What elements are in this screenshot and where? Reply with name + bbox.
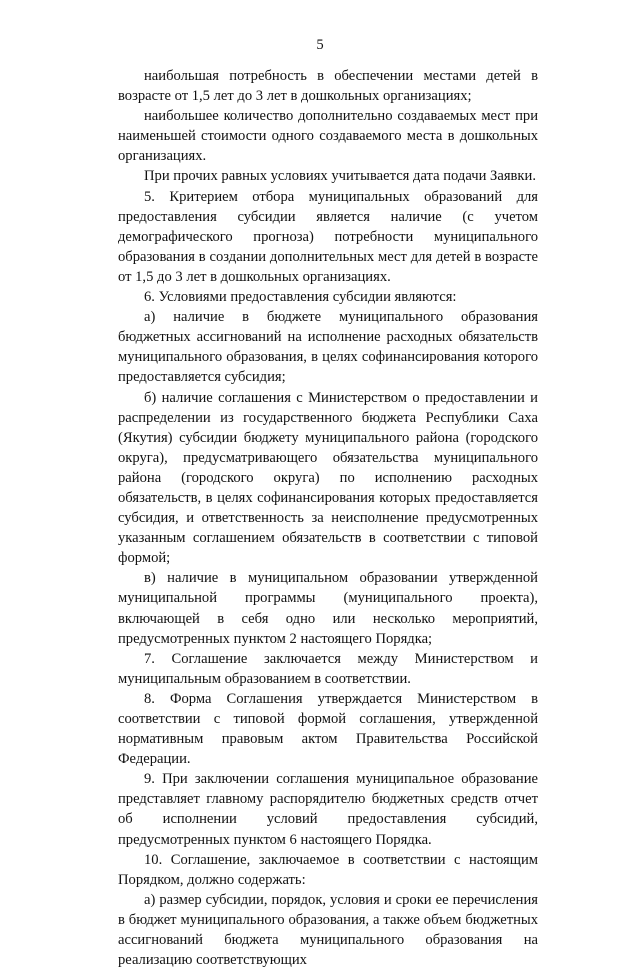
paragraph-item-6v: в) наличие в муниципальном образовании утвержденной муниципальной программы (муниципального проекта), включающей в себя одно или несколько мероприятий, предусмотренных пунктом 2 настоящего Порядка;	[118, 570, 538, 647]
paragraph-item-7: 7. Соглашение заключается между Министерством и муниципальным образованием в соответствии.	[118, 650, 538, 687]
paragraph-item-8: 8. Форма Соглашения утверждается Министерством в соответствии с типовой формой соглашения, утвержденной нормативным правовым актом Правительства Российской Федерации.	[118, 690, 538, 768]
paragraph-application-date: При прочих равных условиях учитывается дата подачи Заявки.	[144, 168, 536, 185]
page-number: 5	[316, 37, 324, 53]
paragraph-item-10: 10. Соглашение, заключаемое в соответствии с настоящим Порядком, должно содержать:	[118, 851, 538, 888]
paragraph-demand-criterion: наибольшая потребность в обеспечении местами детей в возрасте от 1,5 лет до 3 лет в дошкольных организациях;	[118, 68, 538, 105]
paragraph-item-6a: а) наличие в бюджете муниципального образования бюджетных ассигнований на исполнение расходных обязательств муниципального образования, в целях софинансирования которого предоставляется субсидия;	[118, 309, 538, 386]
paragraph-item-6b: б) наличие соглашения с Министерством о предоставлении и распределении из государственного бюджета Республики Саха (Якутия) субсидии бюджету муниципального района (городского округа), предусматривающего обязательства муниципального района (городского округа) по исполнению расходных обязательств, в целях софинансирования которых предоставляется субсидия, и ответственность за неисполнение предусмотренных указанным соглашением обязательств в соответствии с типовой формой;	[118, 389, 538, 567]
paragraph-item-9: 9. При заключении соглашения муниципальное образование представляет главному распорядителю бюджетных средств отчет об исполнении условий предоставления субсидий, предусмотренных пунктом 6 настоящего Порядка.	[118, 771, 538, 848]
document-body	[118, 66, 538, 970]
paragraph-item-10a: а) размер субсидии, порядок, условия и сроки ее перечисления в бюджет муниципального образования, а также объем бюджетных ассигнований бюджета муниципального образования на реализацию соответствующих	[118, 891, 538, 969]
paragraph-item-5: 5. Критерием отбора муниципальных образований для предоставления субсидии является наличие (с учетом демографического прогноза) потребности муниципального образования в создании дополнительных мест для детей в возрасте от 1,5 до 3 лет в дошкольных организациях.	[118, 188, 538, 285]
paragraph-places-criterion: наибольшее количество дополнительно создаваемых мест при наименьшей стоимости одного создаваемого места в дошкольных организациях.	[118, 108, 538, 165]
paragraph-item-6: 6. Условиями предоставления субсидии являются:	[144, 289, 457, 306]
